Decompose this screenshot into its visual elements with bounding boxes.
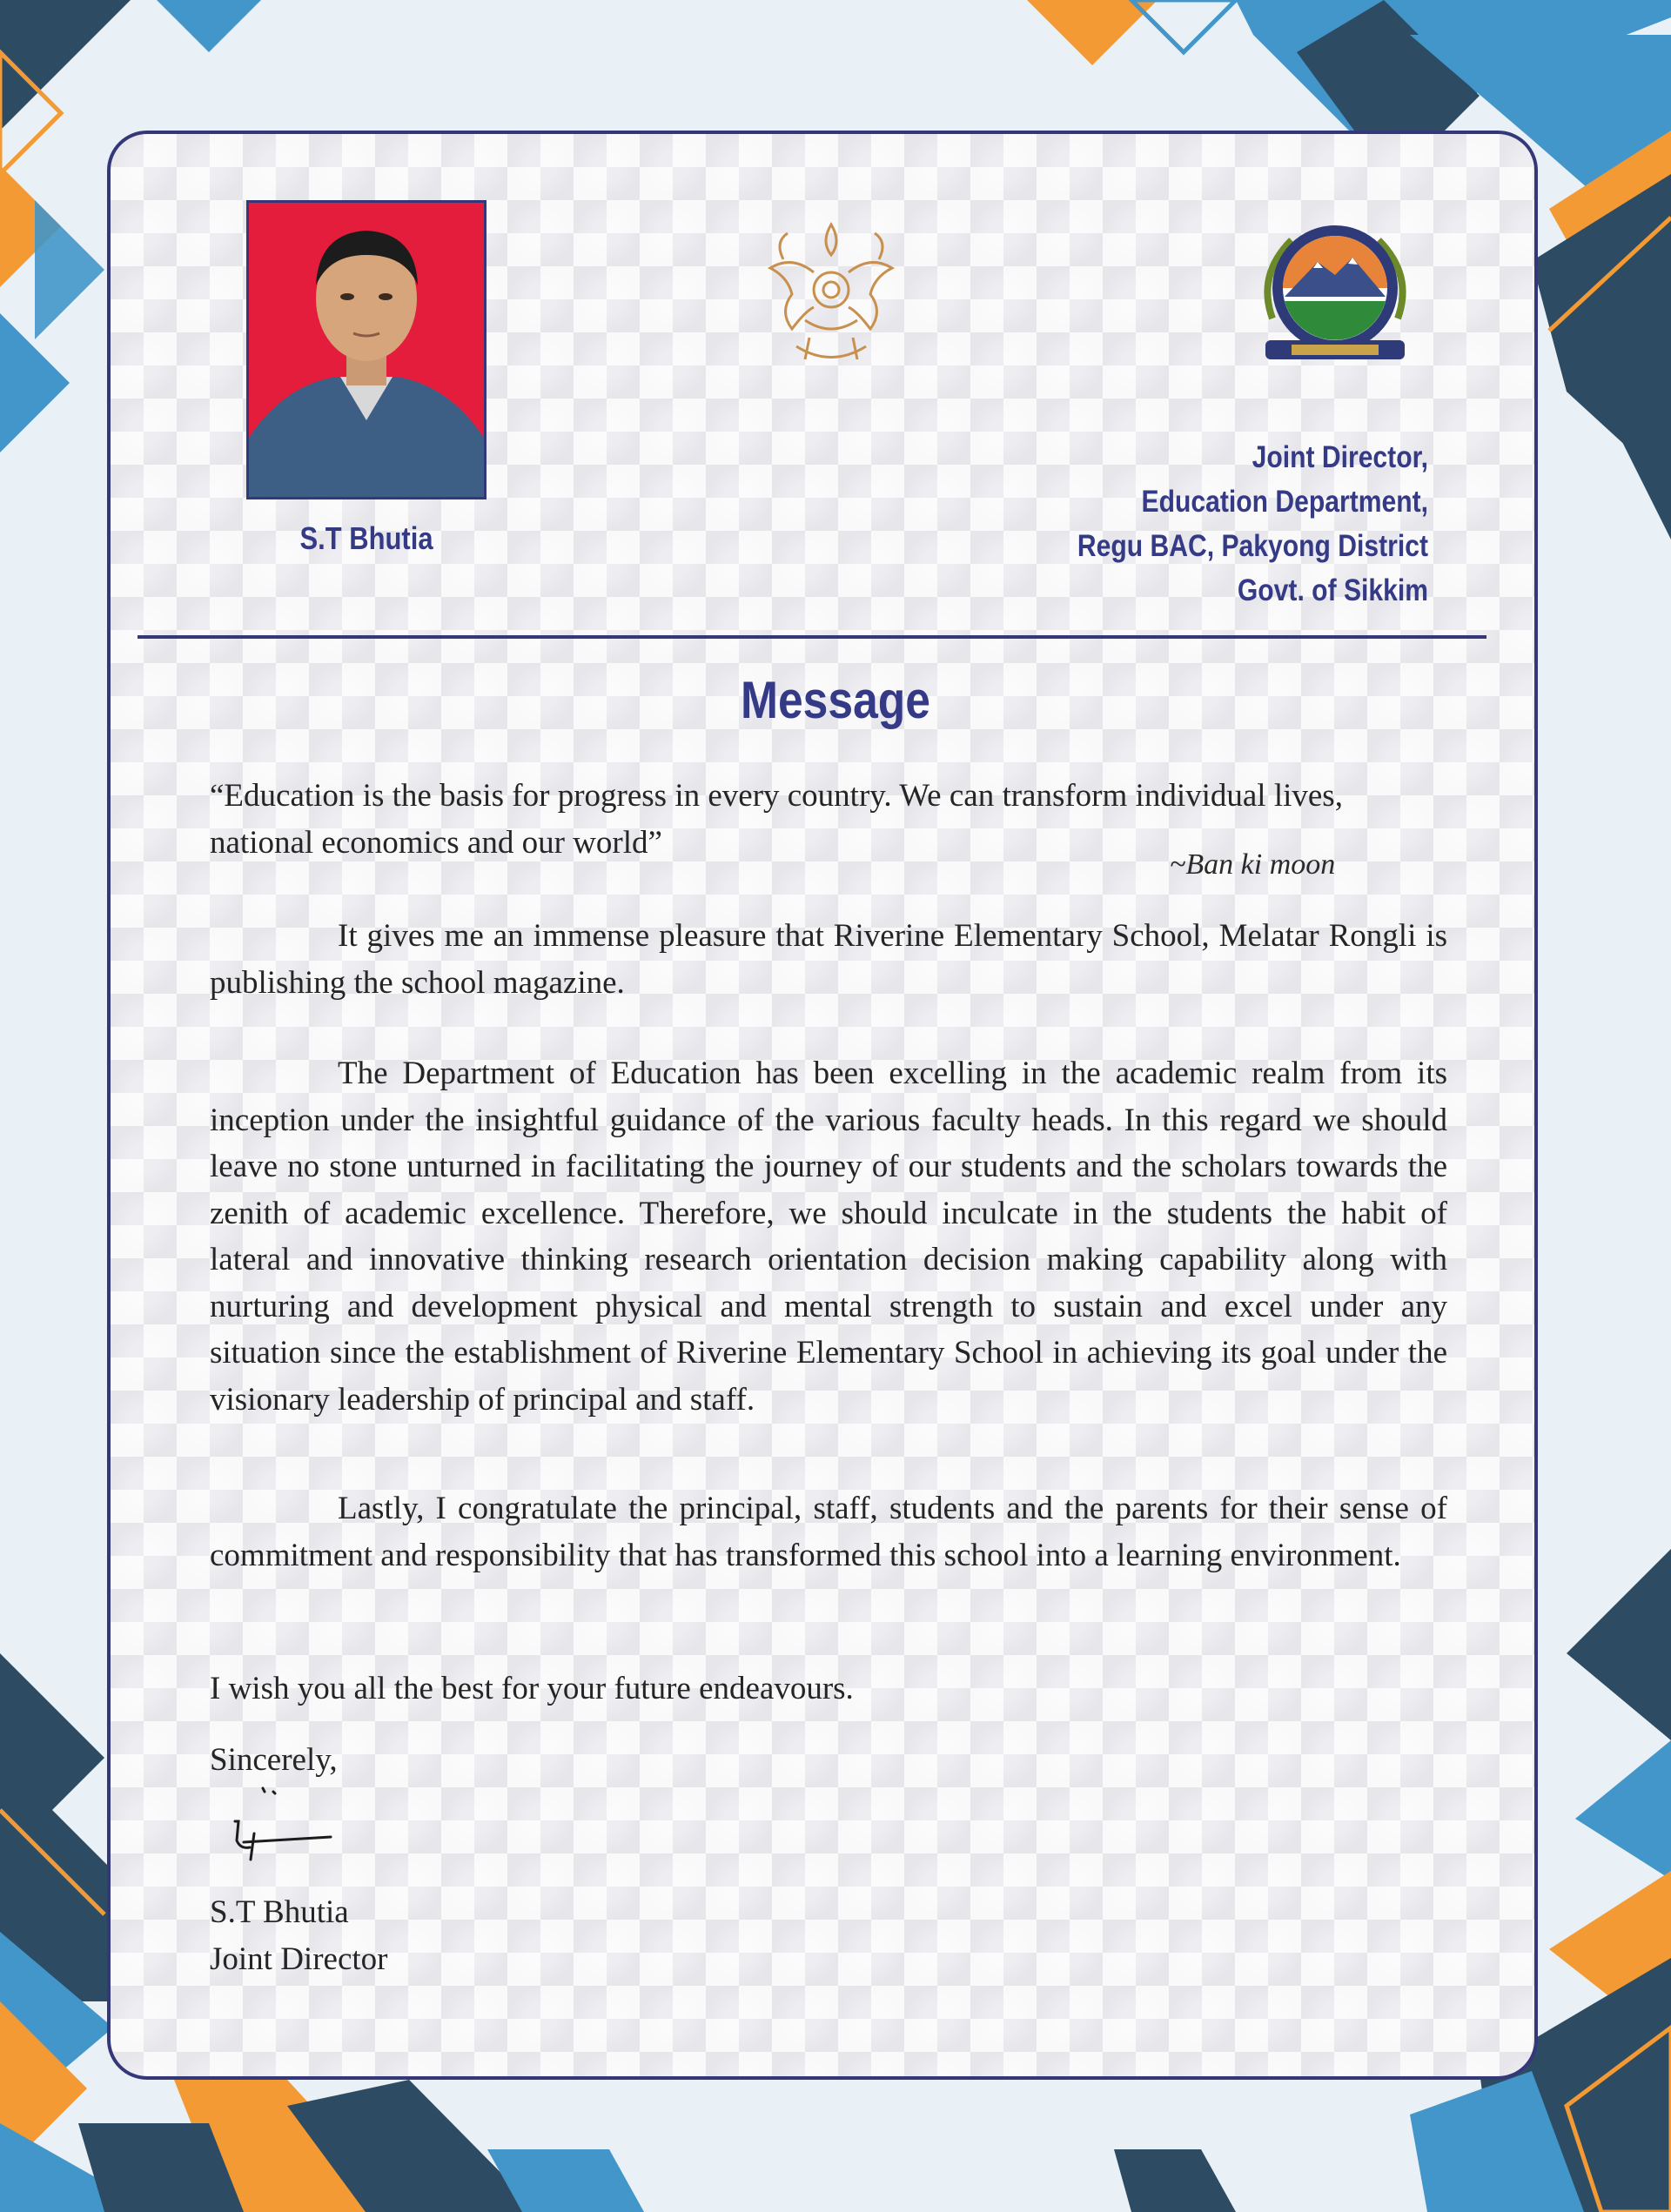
profile-photo bbox=[246, 200, 487, 499]
handwritten-signature-icon bbox=[202, 1780, 376, 1884]
designation-block bbox=[904, 435, 1428, 613]
paragraph-intro: It gives me an immense pleasure that Riverine Elementary School, Melatar Rongli is publishing the school magazine. bbox=[210, 918, 1447, 1001]
quote-text: “Education is the basis for progress in every country. We can transform individual lives, national economics and our world” bbox=[210, 778, 1343, 861]
profile-name: S.T Bhutia bbox=[299, 520, 433, 556]
page-title: Message bbox=[740, 671, 930, 729]
paragraph-congratulations: Lastly, I congratulate the principal, staff, students and the parents for their sense of commitment and responsibility that has transformed this school into a learning environment. bbox=[210, 1491, 1447, 1573]
education-department-seal-icon bbox=[1239, 214, 1431, 379]
salutation: Sincerely, bbox=[210, 1742, 338, 1778]
signoff-name: S.T Bhutia bbox=[210, 1894, 349, 1930]
designation-line: Govt. of Sikkim bbox=[1237, 573, 1428, 607]
designation-line: Regu BAC, Pakyong District bbox=[1077, 529, 1428, 563]
header-divider bbox=[138, 635, 1486, 639]
designation-line: Joint Director, bbox=[1252, 440, 1428, 474]
sikkim-emblem-icon bbox=[744, 207, 918, 381]
designation-line: Education Department, bbox=[1141, 485, 1428, 519]
signoff-title: Joint Director bbox=[210, 1941, 388, 1977]
paragraph-department: The Department of Education has been excelling in the academic realm from its inception under the insightful guidance of the various faculty heads. In this regard we should leave no stone unturned in facilitating the journey of our students and the scholars towards the zenith of academic excellence. Therefore, we should inculcate in the students the habit of lateral and innovative thinking research orientation decision making capability along with nurturing and development physical and mental strength to sustain and excel under any situation since the establishment of Riverine Elementary School in achieving its goal under the visionary leadership of principal and staff. bbox=[210, 1056, 1447, 1418]
quote-author: ~Ban ki moon bbox=[1170, 848, 1336, 881]
closing-wish: I wish you all the best for your future endeavours. bbox=[210, 1671, 854, 1706]
